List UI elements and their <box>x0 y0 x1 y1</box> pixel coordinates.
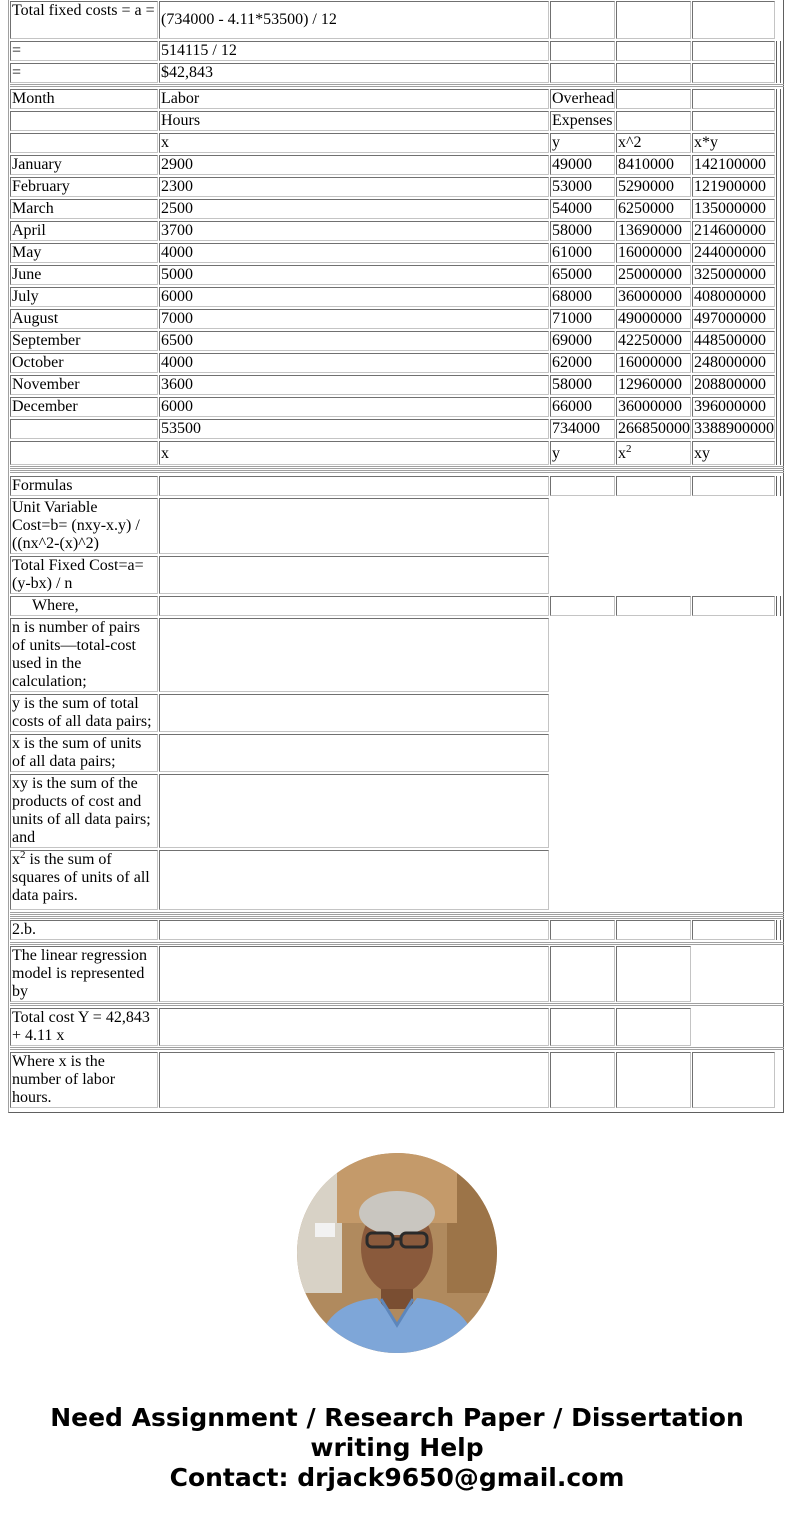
x-squared-cell: 25000000 <box>616 265 691 285</box>
empty-cell <box>550 596 615 616</box>
fixed-cost-expression: 514115 / 12 <box>159 41 549 61</box>
empty-cell <box>550 1008 615 1046</box>
empty-cell <box>550 1 615 39</box>
fixed-cost-label: = <box>10 41 158 61</box>
row-separator <box>10 1003 784 1006</box>
exponent: 2 <box>626 443 632 455</box>
x-squared-cell: 42250000 <box>616 331 691 351</box>
column-header: Overhead <box>552 90 615 107</box>
xy-cell: 497000000 <box>692 309 775 329</box>
empty-cell <box>692 1052 775 1108</box>
definition-x: x is the sum of units of all data pairs; <box>10 734 158 772</box>
month-cell: April <box>10 221 158 241</box>
x-squared-cell: 8410000 <box>616 155 691 175</box>
labor-hours-cell: 7000 <box>159 309 549 329</box>
empty-cell <box>692 476 775 496</box>
definition-text: is the sum of squares of units of all data pairs. <box>12 851 150 904</box>
column-edge <box>776 596 781 616</box>
fixed-cost-expression: $42,843 <box>159 63 549 83</box>
formula-unit-variable-cost: Unit Variable Cost=b= (nxy-x.y) / ((nx^2-(x)^2) <box>10 498 158 554</box>
column-header: Labor <box>159 89 549 109</box>
empty-cell <box>159 618 549 692</box>
overhead-cell: 61000 <box>550 243 615 263</box>
empty-cell <box>159 476 549 496</box>
labor-hours-cell: 6000 <box>159 287 549 307</box>
person-photo-icon <box>297 1153 497 1353</box>
fixed-cost-expression: (734000 - 4.11*53500) / 12 <box>159 1 549 39</box>
month-cell: August <box>10 309 158 329</box>
regression-equation: Total cost Y = 42,843 + 4.11 x <box>10 1008 158 1046</box>
empty-cell <box>550 920 615 940</box>
empty-cell <box>692 1 775 39</box>
empty-cell <box>159 850 549 910</box>
empty-cell <box>550 946 615 1002</box>
empty-cell <box>616 89 691 109</box>
definition-xy: xy is the sum of the products of cost and units of all data pairs; and <box>10 774 158 848</box>
fixed-cost-label: Total fixed costs = a = <box>10 1 158 39</box>
empty-cell <box>616 1 691 39</box>
sum-label-y: y <box>550 441 615 465</box>
definition-y: y is the sum of total costs of all data pairs; <box>10 694 158 732</box>
row-separator <box>10 84 784 87</box>
empty-cell <box>159 498 549 554</box>
model-intro: The linear regression model is represented by <box>10 946 158 1002</box>
labor-hours-cell: 4000 <box>159 243 549 263</box>
section-label: 2.b. <box>10 920 158 940</box>
empty-cell <box>692 41 775 61</box>
empty-cell <box>550 63 615 83</box>
overhead-cell: 62000 <box>550 353 615 373</box>
row-separator <box>10 912 784 915</box>
xy-cell: 244000000 <box>692 243 775 263</box>
labor-hours-cell: 2500 <box>159 199 549 219</box>
empty-cell <box>616 946 691 1002</box>
column-header: x^2 <box>616 133 691 153</box>
xy-cell: 408000000 <box>692 287 775 307</box>
labor-hours-cell: 6500 <box>159 331 549 351</box>
xy-cell: 135000000 <box>692 199 775 219</box>
empty-cell <box>616 1052 691 1108</box>
definition-x-squared <box>10 850 158 910</box>
overhead-cell: 53000 <box>550 177 615 197</box>
x-squared-cell: 16000000 <box>616 353 691 373</box>
help-banner <box>0 1403 794 1493</box>
x-squared-cell: 36000000 <box>616 397 691 417</box>
xy-cell: 121900000 <box>692 177 775 197</box>
total-y: 734000 <box>550 419 615 439</box>
overhead-cell: 58000 <box>550 375 615 395</box>
empty-cell <box>616 111 691 131</box>
where-label: Where, <box>10 596 158 616</box>
month-cell: September <box>10 331 158 351</box>
x-squared-cell: 49000000 <box>616 309 691 329</box>
labor-hours-cell: 6000 <box>159 397 549 417</box>
month-cell: May <box>10 243 158 263</box>
empty-cell <box>692 596 775 616</box>
equation-note: Where x is the number of labor hours. <box>10 1052 158 1108</box>
formulas-heading: Formulas <box>10 476 158 496</box>
column-edge <box>776 89 781 465</box>
labor-hours-cell: 2900 <box>159 155 549 175</box>
row-separator <box>10 916 784 919</box>
month-cell: October <box>10 353 158 373</box>
empty-cell <box>692 111 775 131</box>
xy-cell: 248000000 <box>692 353 775 373</box>
empty-cell <box>159 596 549 616</box>
empty-cell <box>692 920 775 940</box>
sum-label-xy: xy <box>692 441 775 465</box>
empty-cell <box>692 63 775 83</box>
empty-cell <box>159 774 549 848</box>
definition-n: n is number of pairs of units—total-cost used in the calculation; <box>10 618 158 692</box>
sum-label-x: x <box>159 441 549 465</box>
month-cell: July <box>10 287 158 307</box>
xy-cell: 208800000 <box>692 375 775 395</box>
empty-cell <box>550 41 615 61</box>
empty-cell <box>159 920 549 940</box>
x-squared-cell: 16000000 <box>616 243 691 263</box>
column-header: x <box>159 133 549 153</box>
x-base: x <box>12 851 20 868</box>
overhead-cell: 54000 <box>550 199 615 219</box>
row-separator <box>10 942 784 945</box>
column-header: Hours <box>159 111 549 131</box>
empty-cell <box>10 133 158 153</box>
x-squared-cell: 12960000 <box>616 375 691 395</box>
total-x-squared: 266850000 <box>618 420 690 437</box>
month-cell: March <box>10 199 158 219</box>
banner-line: writing Help <box>310 1433 484 1462</box>
x-squared-cell: 36000000 <box>616 287 691 307</box>
xy-cell: 325000000 <box>692 265 775 285</box>
overhead-cell: 65000 <box>550 265 615 285</box>
x-squared-cell: 6250000 <box>616 199 691 219</box>
empty-cell <box>159 1052 549 1108</box>
column-edge <box>776 41 781 83</box>
empty-cell <box>550 476 615 496</box>
empty-cell <box>692 89 775 109</box>
row-separator <box>10 466 784 469</box>
month-cell: December <box>10 397 158 417</box>
month-cell: January <box>10 155 158 175</box>
empty-cell <box>616 63 691 83</box>
empty-cell <box>159 694 549 732</box>
sum-label-x-squared <box>616 441 691 465</box>
x-squared-cell: 13690000 <box>616 221 691 241</box>
column-header: Month <box>10 89 158 109</box>
month-cell: November <box>10 375 158 395</box>
empty-cell <box>616 596 691 616</box>
overhead-cell: 49000 <box>550 155 615 175</box>
empty-cell <box>616 476 691 496</box>
banner-line: Need Assignment / Research Paper / Dissertation <box>50 1403 744 1432</box>
labor-hours-cell: 5000 <box>159 265 549 285</box>
row-separator <box>10 470 784 473</box>
overhead-cell: 71000 <box>550 309 615 329</box>
empty-cell <box>159 1008 549 1046</box>
empty-cell <box>10 441 158 465</box>
empty-cell <box>616 1008 691 1046</box>
empty-cell <box>159 556 549 594</box>
labor-hours-cell: 2300 <box>159 177 549 197</box>
x-base: x <box>618 445 626 462</box>
banner-contact[interactable]: Contact: drjack9650@gmail.com <box>169 1463 625 1492</box>
empty-cell <box>159 734 549 772</box>
row-separator <box>10 1047 784 1050</box>
total-xy: 3388900000 <box>694 420 774 437</box>
labor-hours-cell: 3700 <box>159 221 549 241</box>
xy-cell: 448500000 <box>692 331 775 351</box>
overhead-cell: 58000 <box>550 221 615 241</box>
month-cell: February <box>10 177 158 197</box>
xy-cell: 396000000 <box>692 397 775 417</box>
total-x: 53500 <box>159 419 549 439</box>
x-squared-cell: 5290000 <box>616 177 691 197</box>
formula-total-fixed-cost: Total Fixed Cost=a= (y-bx) / n <box>10 556 158 594</box>
column-header: Expenses <box>550 111 615 131</box>
empty-cell <box>159 946 549 1002</box>
xy-cell: 214600000 <box>692 221 775 241</box>
exponent: 2 <box>20 850 26 861</box>
labor-hours-cell: 3600 <box>159 375 549 395</box>
fixed-cost-label: = <box>10 63 158 83</box>
overhead-cell: 68000 <box>550 287 615 307</box>
empty-cell <box>616 920 691 940</box>
column-edge <box>776 476 781 496</box>
column-header: x*y <box>692 133 775 153</box>
column-edge <box>776 920 781 940</box>
empty-cell <box>550 1052 615 1108</box>
column-header: y <box>550 133 615 153</box>
empty-cell <box>10 419 158 439</box>
overhead-cell: 66000 <box>550 397 615 417</box>
month-cell: June <box>10 265 158 285</box>
empty-cell <box>10 111 158 131</box>
overhead-cell: 69000 <box>550 331 615 351</box>
labor-hours-cell: 4000 <box>159 353 549 373</box>
empty-cell <box>616 41 691 61</box>
xy-cell: 142100000 <box>692 155 775 175</box>
